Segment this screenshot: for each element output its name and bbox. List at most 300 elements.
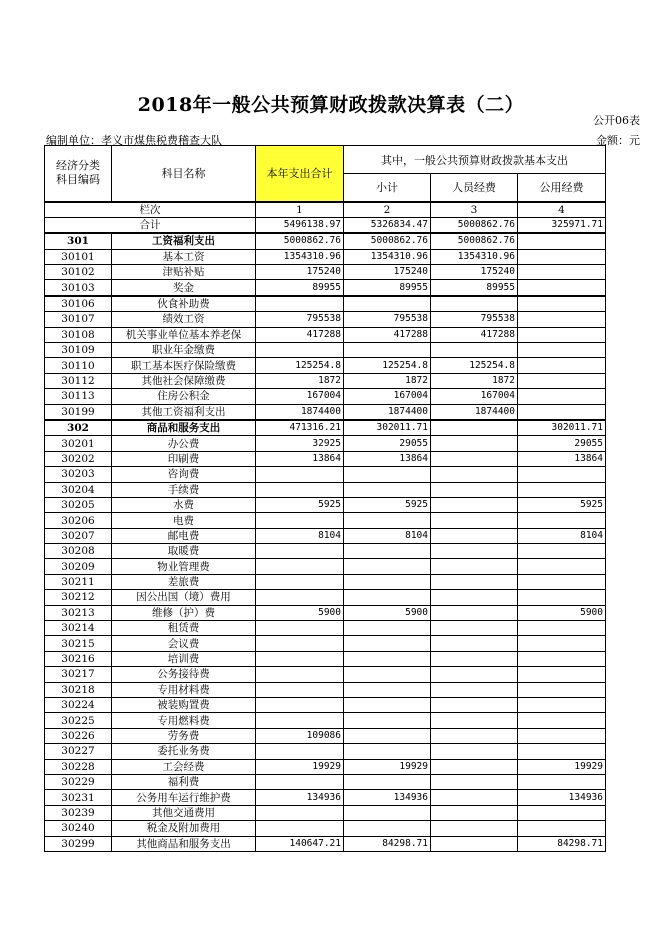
- row-subtotal: [344, 621, 431, 636]
- row-subtotal: [344, 744, 431, 759]
- row-personnel: [431, 698, 518, 713]
- row-subtotal: 5900: [344, 605, 431, 620]
- header-subtotal: 小计: [344, 174, 431, 202]
- row-public: [518, 513, 606, 528]
- header-name: 科目名称: [112, 146, 256, 202]
- table-row: [45, 404, 606, 420]
- row-subtotal: [344, 682, 431, 697]
- header-code-line2: 科目编码: [56, 173, 100, 187]
- row-total: [256, 774, 344, 789]
- row-personnel: 125254.8: [431, 358, 518, 373]
- table-row: [45, 265, 606, 280]
- row-total: 471316.21: [256, 420, 344, 436]
- total-col3: 5000862.76: [431, 217, 518, 233]
- row-name: 因公出国（境）费用: [112, 590, 256, 605]
- row-total: 13864: [256, 451, 344, 466]
- row-public: [518, 698, 606, 713]
- table-row: [45, 358, 606, 373]
- row-subtotal: [344, 651, 431, 666]
- row-public: [518, 404, 606, 420]
- row-personnel: [431, 420, 518, 436]
- row-public: [518, 467, 606, 482]
- budget-table: [44, 145, 606, 852]
- row-personnel: [431, 605, 518, 620]
- row-total: [256, 590, 344, 605]
- row-personnel: [431, 451, 518, 466]
- row-subtotal: 302011.71: [344, 420, 431, 436]
- row-subtotal: [344, 698, 431, 713]
- index-3: 3: [431, 202, 518, 218]
- row-public: [518, 728, 606, 743]
- row-public: [518, 280, 606, 296]
- row-name: 培训费: [112, 651, 256, 666]
- row-personnel: [431, 436, 518, 451]
- index-4: 4: [518, 202, 606, 218]
- row-name: 税金及附加费用: [112, 821, 256, 836]
- row-name: 商品和服务支出: [112, 420, 256, 436]
- row-name: 公务用车运行维护费: [112, 790, 256, 805]
- row-personnel: [431, 759, 518, 774]
- row-subtotal: [344, 482, 431, 497]
- header-total: 本年支出合计: [256, 146, 344, 202]
- table-row: [45, 436, 606, 451]
- table-row: [45, 249, 606, 264]
- row-total: 140647.21: [256, 836, 344, 851]
- row-total: 32925: [256, 436, 344, 451]
- row-name: 邮电费: [112, 528, 256, 543]
- index-label: 栏次: [45, 202, 256, 218]
- row-personnel: 89955: [431, 280, 518, 296]
- row-personnel: [431, 497, 518, 512]
- row-total: [256, 698, 344, 713]
- row-public: [518, 233, 606, 249]
- row-code: 30202: [45, 451, 112, 466]
- row-code: 30228: [45, 759, 112, 774]
- row-total: [256, 636, 344, 651]
- row-public: [518, 544, 606, 559]
- row-name: 工会经费: [112, 759, 256, 774]
- row-total: [256, 821, 344, 836]
- row-public: [518, 296, 606, 312]
- table-row: [45, 574, 606, 589]
- row-public: [518, 373, 606, 388]
- index-row: [45, 202, 606, 218]
- row-subtotal: [344, 296, 431, 312]
- row-total: 125254.8: [256, 358, 344, 373]
- row-subtotal: 1872: [344, 373, 431, 388]
- row-code: 30201: [45, 436, 112, 451]
- row-personnel: [431, 821, 518, 836]
- row-name: 差旅费: [112, 574, 256, 589]
- row-personnel: [431, 667, 518, 682]
- table-row: [45, 713, 606, 728]
- row-name: 住房公积金: [112, 389, 256, 404]
- row-subtotal: [344, 559, 431, 574]
- header-code: [45, 146, 112, 202]
- row-code: 30101: [45, 249, 112, 264]
- table-row: [45, 544, 606, 559]
- row-code: 30218: [45, 682, 112, 697]
- row-subtotal: 13864: [344, 451, 431, 466]
- row-total: [256, 744, 344, 759]
- row-public: [518, 682, 606, 697]
- row-subtotal: 167004: [344, 389, 431, 404]
- row-code: 30240: [45, 821, 112, 836]
- row-personnel: 1874400: [431, 404, 518, 420]
- table-row: [45, 636, 606, 651]
- row-personnel: [431, 621, 518, 636]
- row-total: [256, 574, 344, 589]
- index-2: 2: [344, 202, 431, 218]
- row-personnel: 1872: [431, 373, 518, 388]
- row-total: [256, 682, 344, 697]
- row-code: 30217: [45, 667, 112, 682]
- row-personnel: [431, 774, 518, 789]
- row-public: 5900: [518, 605, 606, 620]
- row-subtotal: 125254.8: [344, 358, 431, 373]
- row-subtotal: [344, 636, 431, 651]
- row-name: 办公费: [112, 436, 256, 451]
- row-name: 被装购置费: [112, 698, 256, 713]
- row-total: 417288: [256, 327, 344, 342]
- row-public: [518, 744, 606, 759]
- table-row: [45, 667, 606, 682]
- table-row: [45, 590, 606, 605]
- row-subtotal: 19929: [344, 759, 431, 774]
- table-row: [45, 482, 606, 497]
- row-code: 30214: [45, 621, 112, 636]
- header-code-line1: 经济分类: [56, 159, 100, 173]
- row-public: [518, 249, 606, 264]
- row-name: 取暖费: [112, 544, 256, 559]
- row-total: 5000862.76: [256, 233, 344, 249]
- row-public: 302011.71: [518, 420, 606, 436]
- table-row: [45, 621, 606, 636]
- row-personnel: 417288: [431, 327, 518, 342]
- table-row: [45, 836, 606, 851]
- table-row: [45, 528, 606, 543]
- row-personnel: [431, 574, 518, 589]
- row-personnel: [431, 636, 518, 651]
- row-total: 1872: [256, 373, 344, 388]
- row-name: 津贴补贴: [112, 265, 256, 280]
- table-row: [45, 513, 606, 528]
- row-total: [256, 559, 344, 574]
- row-public: [518, 389, 606, 404]
- row-subtotal: 5000862.76: [344, 233, 431, 249]
- row-subtotal: 5925: [344, 497, 431, 512]
- table-row: [45, 420, 606, 436]
- row-name: 手续费: [112, 482, 256, 497]
- row-public: [518, 574, 606, 589]
- row-code: 30103: [45, 280, 112, 296]
- row-personnel: [431, 728, 518, 743]
- total-col1: 5496138.97: [256, 217, 344, 233]
- row-code: 30204: [45, 482, 112, 497]
- row-total: [256, 343, 344, 358]
- row-public: [518, 667, 606, 682]
- table-row: [45, 343, 606, 358]
- row-subtotal: [344, 667, 431, 682]
- row-total: 8104: [256, 528, 344, 543]
- table-row: [45, 296, 606, 312]
- table-row: [45, 805, 606, 820]
- row-public: [518, 327, 606, 342]
- row-personnel: [431, 482, 518, 497]
- row-total: 89955: [256, 280, 344, 296]
- currency-unit: 金额：元: [596, 134, 640, 147]
- total-label: 合计: [45, 217, 256, 233]
- row-total: 109086: [256, 728, 344, 743]
- table-row: [45, 744, 606, 759]
- row-code: 30212: [45, 590, 112, 605]
- row-code: 30216: [45, 651, 112, 666]
- table-row: [45, 698, 606, 713]
- row-public: [518, 821, 606, 836]
- table-row: [45, 451, 606, 466]
- table-row: [45, 497, 606, 512]
- row-public: [518, 590, 606, 605]
- row-code: 30112: [45, 373, 112, 388]
- row-code: 30206: [45, 513, 112, 528]
- row-public: [518, 713, 606, 728]
- table-row: [45, 759, 606, 774]
- row-total: [256, 296, 344, 312]
- row-personnel: [431, 544, 518, 559]
- row-personnel: [431, 744, 518, 759]
- row-total: [256, 621, 344, 636]
- row-total: 795538: [256, 312, 344, 327]
- row-code: 30299: [45, 836, 112, 851]
- row-personnel: [431, 559, 518, 574]
- row-name: 咨询费: [112, 467, 256, 482]
- row-name: 职工基本医疗保险缴费: [112, 358, 256, 373]
- table-row: [45, 373, 606, 388]
- table-row: [45, 233, 606, 249]
- row-personnel: [431, 528, 518, 543]
- row-name: 职业年金缴费: [112, 343, 256, 358]
- row-name: 专用燃料费: [112, 713, 256, 728]
- row-personnel: 175240: [431, 265, 518, 280]
- header-public: 公用经费: [518, 174, 606, 202]
- row-public: 134936: [518, 790, 606, 805]
- table-row: [45, 821, 606, 836]
- row-code: 30108: [45, 327, 112, 342]
- row-name: 福利费: [112, 774, 256, 789]
- row-code: 30213: [45, 605, 112, 620]
- row-code: 30203: [45, 467, 112, 482]
- row-subtotal: 795538: [344, 312, 431, 327]
- row-personnel: [431, 590, 518, 605]
- row-name: 物业管理费: [112, 559, 256, 574]
- table-row: [45, 790, 606, 805]
- form-number: 公开06表: [593, 114, 640, 127]
- row-public: [518, 265, 606, 280]
- row-total: [256, 651, 344, 666]
- row-public: [518, 559, 606, 574]
- total-col2: 5326834.47: [344, 217, 431, 233]
- row-subtotal: 134936: [344, 790, 431, 805]
- row-name: 维修（护）费: [112, 605, 256, 620]
- reporting-unit: 编制单位：孝义市煤焦税费稽查大队: [46, 134, 222, 147]
- row-personnel: 795538: [431, 312, 518, 327]
- row-personnel: 1354310.96: [431, 249, 518, 264]
- report-title: 2018年一般公共预算财政拨款决算表（二）: [137, 94, 525, 116]
- row-total: 1354310.96: [256, 249, 344, 264]
- row-code: 30102: [45, 265, 112, 280]
- row-public: [518, 621, 606, 636]
- row-name: 绩效工资: [112, 312, 256, 327]
- row-name: 伙食补助费: [112, 296, 256, 312]
- row-personnel: [431, 513, 518, 528]
- total-col4: 325971.71: [518, 217, 606, 233]
- row-total: 134936: [256, 790, 344, 805]
- row-subtotal: [344, 574, 431, 589]
- row-total: [256, 667, 344, 682]
- table-row: [45, 389, 606, 404]
- row-code: 30211: [45, 574, 112, 589]
- row-code: 30107: [45, 312, 112, 327]
- row-name: 劳务费: [112, 728, 256, 743]
- row-total: 19929: [256, 759, 344, 774]
- row-code: 30109: [45, 343, 112, 358]
- row-personnel: [431, 343, 518, 358]
- row-personnel: [431, 467, 518, 482]
- row-subtotal: [344, 467, 431, 482]
- row-subtotal: [344, 513, 431, 528]
- row-code: 30225: [45, 713, 112, 728]
- row-name: 租赁费: [112, 621, 256, 636]
- row-subtotal: [344, 544, 431, 559]
- row-code: 30113: [45, 389, 112, 404]
- row-personnel: [431, 805, 518, 820]
- row-total: [256, 513, 344, 528]
- row-personnel: [431, 790, 518, 805]
- row-public: 5925: [518, 497, 606, 512]
- row-total: [256, 544, 344, 559]
- row-public: [518, 651, 606, 666]
- row-subtotal: [344, 805, 431, 820]
- row-code: 30208: [45, 544, 112, 559]
- row-name: 委托业务费: [112, 744, 256, 759]
- row-public: 29055: [518, 436, 606, 451]
- table-row: [45, 312, 606, 327]
- row-total: 175240: [256, 265, 344, 280]
- row-name: 奖金: [112, 280, 256, 296]
- row-public: [518, 482, 606, 497]
- row-public: [518, 774, 606, 789]
- table-row: [45, 682, 606, 697]
- row-subtotal: [344, 821, 431, 836]
- row-name: 其他社会保障缴费: [112, 373, 256, 388]
- index-1: 1: [256, 202, 344, 218]
- row-personnel: [431, 296, 518, 312]
- row-public: [518, 312, 606, 327]
- row-code: 301: [45, 233, 112, 249]
- row-subtotal: [344, 590, 431, 605]
- table-row: [45, 651, 606, 666]
- row-name: 基本工资: [112, 249, 256, 264]
- row-code: 30239: [45, 805, 112, 820]
- row-subtotal: 8104: [344, 528, 431, 543]
- row-name: 专用材料费: [112, 682, 256, 697]
- total-row: [45, 217, 606, 233]
- row-code: 30205: [45, 497, 112, 512]
- row-code: 30110: [45, 358, 112, 373]
- row-name: 印刷费: [112, 451, 256, 466]
- row-code: 30209: [45, 559, 112, 574]
- row-subtotal: [344, 343, 431, 358]
- row-subtotal: [344, 728, 431, 743]
- row-subtotal: 29055: [344, 436, 431, 451]
- row-public: 13864: [518, 451, 606, 466]
- row-subtotal: 89955: [344, 280, 431, 296]
- row-subtotal: 417288: [344, 327, 431, 342]
- row-total: 5925: [256, 497, 344, 512]
- row-subtotal: [344, 774, 431, 789]
- row-personnel: 167004: [431, 389, 518, 404]
- row-total: [256, 805, 344, 820]
- row-code: 302: [45, 420, 112, 436]
- row-subtotal: 175240: [344, 265, 431, 280]
- row-personnel: [431, 651, 518, 666]
- row-public: 84298.71: [518, 836, 606, 851]
- row-public: [518, 358, 606, 373]
- row-public: 19929: [518, 759, 606, 774]
- row-name: 其他交通费用: [112, 805, 256, 820]
- row-total: 5900: [256, 605, 344, 620]
- row-subtotal: 84298.71: [344, 836, 431, 851]
- header-personnel: 人员经费: [431, 174, 518, 202]
- row-code: 30215: [45, 636, 112, 651]
- table-row: [45, 774, 606, 789]
- table-row: [45, 467, 606, 482]
- row-personnel: [431, 836, 518, 851]
- row-name: 公务接待费: [112, 667, 256, 682]
- row-name: 机关事业单位基本养老保: [112, 327, 256, 342]
- row-code: 30231: [45, 790, 112, 805]
- row-code: 30229: [45, 774, 112, 789]
- table-row: [45, 327, 606, 342]
- row-subtotal: [344, 713, 431, 728]
- row-code: 30106: [45, 296, 112, 312]
- row-subtotal: 1354310.96: [344, 249, 431, 264]
- row-code: 30207: [45, 528, 112, 543]
- row-name: 其他工资福利支出: [112, 404, 256, 420]
- row-code: 30199: [45, 404, 112, 420]
- row-subtotal: 1874400: [344, 404, 431, 420]
- row-public: [518, 636, 606, 651]
- row-total: 167004: [256, 389, 344, 404]
- header-group: 其中，一般公共预算财政拨款基本支出: [344, 146, 606, 174]
- row-code: 30227: [45, 744, 112, 759]
- row-name: 电费: [112, 513, 256, 528]
- table-row: [45, 605, 606, 620]
- row-personnel: [431, 682, 518, 697]
- row-name: 工资福利支出: [112, 233, 256, 249]
- row-code: 30226: [45, 728, 112, 743]
- row-public: 8104: [518, 528, 606, 543]
- row-name: 其他商品和服务支出: [112, 836, 256, 851]
- row-total: [256, 467, 344, 482]
- table-row: [45, 280, 606, 296]
- row-total: 1874400: [256, 404, 344, 420]
- row-code: 30224: [45, 698, 112, 713]
- row-total: [256, 482, 344, 497]
- table-row: [45, 728, 606, 743]
- row-personnel: 5000862.76: [431, 233, 518, 249]
- row-personnel: [431, 713, 518, 728]
